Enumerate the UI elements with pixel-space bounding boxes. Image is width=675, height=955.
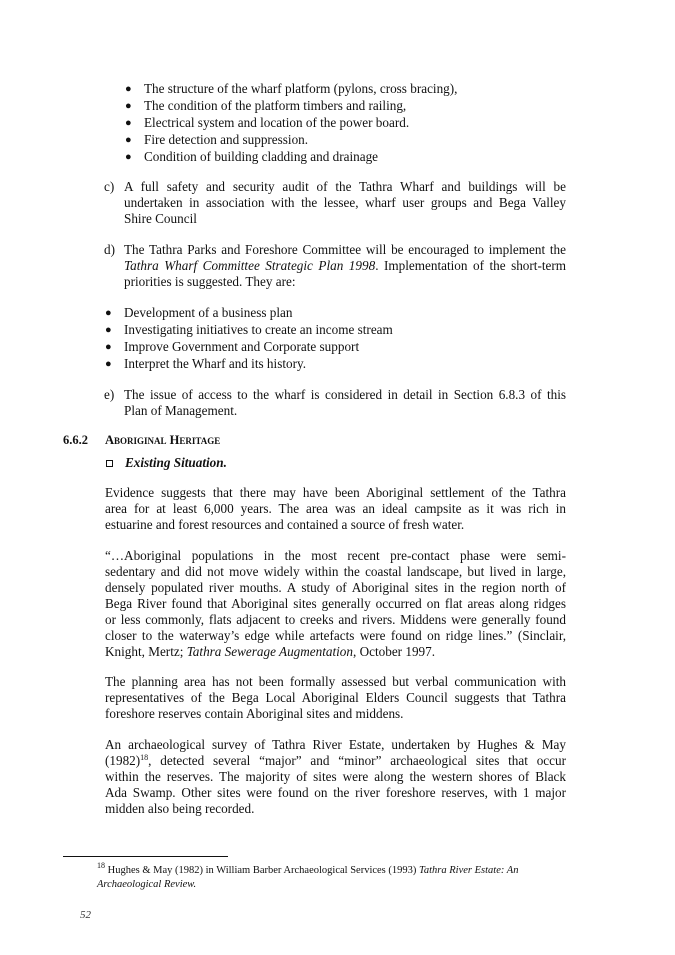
- paragraph-line: area for at least 6,000 years. The area was an ideal campsite as it was rich in: [105, 501, 566, 516]
- bullet: ●: [125, 117, 132, 129]
- inspection-item: The condition of the platform timbers and railing,: [144, 98, 407, 113]
- footnote-title: Tathra River Estate: An: [419, 865, 519, 876]
- footnote-number: 18: [97, 861, 105, 870]
- bullet: ●: [105, 341, 112, 353]
- footnote-divider: [63, 856, 228, 857]
- priority-item: Improve Government and Corporate support: [124, 339, 360, 354]
- item-d-line: The Tathra Parks and Foreshore Committee will be encouraged to implement the: [124, 242, 566, 257]
- paragraph-line: within the reserves. The majority of sites were along the western shores of Black: [105, 769, 566, 784]
- section-title: Aboriginal Heritage: [105, 433, 221, 447]
- paragraph-text: , detected several “major” and “minor” archaeological sites that occur: [148, 753, 566, 768]
- citation-title: Tathra Sewerage Augmentation: [186, 644, 353, 659]
- item-c-line: undertaken in association with the lessee, wharf user groups and Bega Valley: [124, 195, 566, 210]
- bullet: ●: [125, 100, 132, 112]
- paragraph-line: estuarine and forest resources and contained a source of fresh water.: [105, 517, 465, 532]
- bullet: ●: [125, 83, 132, 95]
- paragraph-line: Ada Swamp. Other sites were found on the river foreshore reserves, with 1 major: [105, 785, 566, 800]
- inspection-item: Electrical system and location of the power board.: [144, 115, 410, 130]
- quote-line: densely populated river mouths. A study of Aboriginal sites in the region north of: [105, 580, 566, 595]
- inspection-item: The structure of the wharf platform (pylons, cross bracing),: [144, 81, 458, 96]
- item-c-line: A full safety and security audit of the Tathra Wharf and buildings will be: [124, 179, 566, 194]
- section-number: 6.6.2: [63, 433, 88, 447]
- citation-date: , October 1997.: [353, 644, 436, 659]
- item-e-line: The issue of access to the wharf is considered in detail in Section 6.8.3 of this: [124, 387, 566, 402]
- item-d-line-rest: . Implementation of the short-term: [375, 258, 566, 273]
- item-d-line: priorities is suggested. They are:: [124, 274, 296, 289]
- quote-line: closer to the waterway’s edge while artefacts were found on ridge lines.” (Sinclair,: [105, 628, 566, 643]
- bullet: ●: [125, 151, 132, 163]
- page-number: 52: [80, 909, 91, 921]
- quote-line: [105, 644, 435, 660]
- quote-line: “…Aboriginal populations in the most recent pre-contact phase were semi-: [105, 548, 566, 563]
- priority-item: Development of a business plan: [124, 305, 293, 320]
- item-c-line: Shire Council: [124, 211, 197, 226]
- citation-authors: Knight, Mertz;: [105, 644, 187, 659]
- citation-year: (1982): [105, 753, 141, 768]
- item-e-letter: e): [104, 387, 115, 402]
- paragraph-line: The planning area has not been formally assessed but verbal communication with: [105, 674, 566, 689]
- quote-line: or less commonly, flats adjacent to creeks and rivers. Middens were generally found: [105, 612, 566, 627]
- bullet: ●: [105, 307, 112, 319]
- priority-item: Interpret the Wharf and its history.: [124, 356, 307, 371]
- bullet: ●: [105, 358, 112, 370]
- bullet: ●: [125, 134, 132, 146]
- footnote-text: Hughes & May (1982) in William Barber Archaeological Services (1993): [105, 865, 420, 876]
- checkbox-bullet-icon: [106, 460, 113, 467]
- footnote: [97, 861, 519, 878]
- paragraph-line: representatives of the Bega Local Aboriginal Elders Council suggests that Tathra: [105, 690, 566, 705]
- priority-item: Investigating initiatives to create an income stream: [124, 322, 393, 337]
- inspection-item: Fire detection and suppression.: [144, 132, 309, 147]
- footnote-title-cont: Archaeological Review.: [97, 879, 197, 890]
- paragraph-line: Evidence suggests that there may have been Aboriginal settlement of the Tathra: [105, 485, 566, 500]
- item-d-line: [124, 258, 566, 274]
- item-d-letter: d): [104, 242, 115, 257]
- paragraph-line: midden also being recorded.: [105, 801, 255, 816]
- quote-line: sedentary and did not move widely within the coastal landscape, but lived in large,: [105, 564, 566, 579]
- paragraph-line: An archaeological survey of Tathra River Estate, undertaken by Hughes & May: [105, 737, 566, 752]
- item-e-line: Plan of Management.: [124, 403, 238, 418]
- footnote-ref[interactable]: 18: [140, 753, 149, 762]
- quote-line: Bega River found that Aboriginal sites generally occurred on flat areas along ridges: [105, 596, 566, 611]
- subheading: Existing Situation.: [125, 455, 227, 470]
- bullet: ●: [105, 324, 112, 336]
- item-c-letter: c): [104, 179, 115, 194]
- inspection-item: Condition of building cladding and drainage: [144, 149, 379, 164]
- paragraph-line: foreshore reserves contain Aboriginal sites and middens.: [105, 706, 404, 721]
- strategic-plan-title: Tathra Wharf Committee Strategic Plan 1998: [124, 258, 376, 273]
- paragraph-line: [105, 753, 566, 769]
